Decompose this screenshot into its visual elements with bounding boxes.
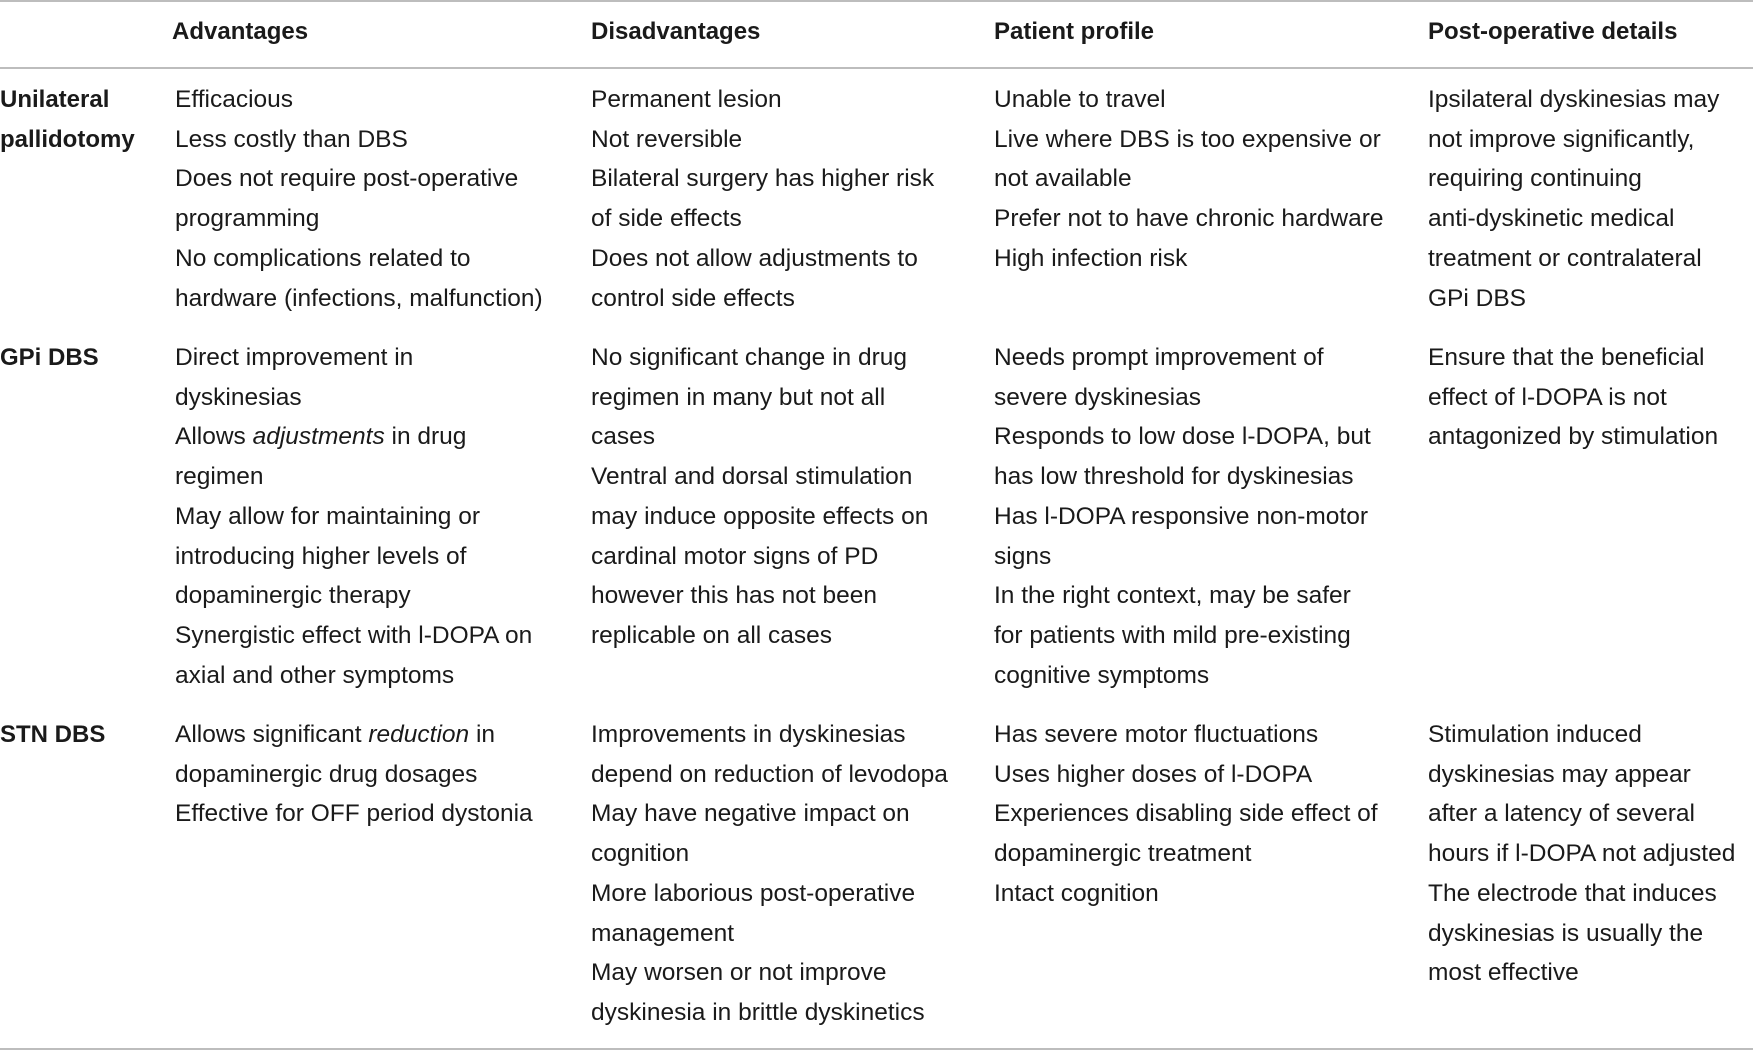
cell-line: cardinal motor signs of PD	[591, 542, 879, 570]
cell-line: most effective	[1428, 959, 1579, 987]
cell-text: in	[469, 721, 496, 748]
cell-line: Ventral and dorsal stimulation	[591, 463, 913, 491]
cell-line: dyskinesias is usually the	[1428, 919, 1704, 947]
cell-line: cases	[591, 423, 656, 451]
cell-line: Prefer not to have chronic hardware	[994, 205, 1384, 233]
cell-line: antagonized by stimulation	[1428, 423, 1719, 451]
header-advantages: Advantages	[172, 18, 309, 45]
cell-line: for patients with mild pre-existing	[994, 621, 1351, 649]
cell-line: Needs prompt improvement of	[994, 344, 1324, 371]
cell-line: axial and other symptoms	[175, 661, 455, 689]
cell-line: Bilateral surgery has higher risk	[591, 165, 935, 193]
cell-text: Allows	[175, 423, 253, 451]
cell-line: Improvements in dyskinesias	[591, 721, 906, 748]
cell-line: Direct improvement in	[175, 344, 414, 371]
row-label-gpi-dbs	[0, 338, 99, 378]
cell-line	[175, 417, 532, 457]
cell-line: May have negative impact on	[591, 800, 910, 828]
cell-line: replicable on all cases	[591, 621, 833, 649]
cell-line: however this has not been	[591, 582, 878, 610]
cell-patient-profile	[994, 80, 1384, 279]
cell-post-operative	[1428, 338, 1718, 457]
header-patient-profile: Patient profile	[994, 18, 1155, 45]
cell-line: Does not allow adjustments to	[591, 244, 918, 272]
cell-disadvantages	[591, 338, 928, 656]
cell-line: High infection risk	[994, 244, 1188, 272]
cell-line: GPi DBS	[1428, 284, 1527, 312]
cell-line: The electrode that induces	[1428, 879, 1717, 907]
cell-line: cognition	[591, 840, 690, 868]
cell-line: Efficacious	[175, 86, 294, 113]
header-disadvantages: Disadvantages	[591, 18, 761, 45]
cell-line: treatment or contralateral	[1428, 244, 1702, 272]
cell-line: May worsen or not improve	[591, 959, 887, 987]
cell-advantages	[175, 715, 533, 834]
cell-advantages	[175, 80, 543, 318]
cell-patient-profile	[994, 715, 1378, 914]
cell-line: Uses higher doses of l-DOPA	[994, 760, 1313, 788]
cell-line: has low threshold for dyskinesias	[994, 463, 1354, 491]
row-label-line: Unilateral	[0, 86, 110, 113]
cell-line: dopaminergic drug dosages	[175, 760, 478, 788]
cell-line: In the right context, may be safer	[994, 582, 1351, 610]
cell-line: regimen	[175, 463, 264, 491]
cell-emphasis: reduction	[368, 721, 470, 748]
cell-line: dyskinesias	[175, 383, 302, 411]
cell-line: introducing higher levels of	[175, 542, 467, 570]
cell-emphasis: adjustments	[252, 423, 385, 451]
cell-line: Not reversible	[591, 125, 743, 153]
cell-text: in drug	[384, 423, 467, 451]
cell-line: Experiences disabling side effect of	[994, 800, 1378, 828]
cell-line: Does not require post-operative	[175, 165, 519, 193]
cell-line: Ensure that the beneficial	[1428, 344, 1705, 371]
cell-line: dyskinesia in brittle dyskinetics	[591, 998, 925, 1026]
cell-patient-profile	[994, 338, 1371, 695]
cell-line: may induce opposite effects on	[591, 502, 929, 530]
cell-line: management	[591, 919, 735, 947]
cell-line: Responds to low dose l-DOPA, but	[994, 423, 1371, 451]
cell-line: Has l-DOPA responsive non-motor	[994, 502, 1368, 530]
cell-line: Unable to travel	[994, 86, 1166, 113]
header-divider-rule	[0, 67, 1753, 69]
cell-line: of side effects	[591, 205, 742, 233]
cell-line: after a latency of several	[1428, 800, 1695, 828]
cell-line: No complications related to	[175, 244, 471, 272]
table-top-rule	[0, 0, 1753, 2]
row-label-unilateral-pallidotomy	[0, 80, 135, 160]
cell-line: Intact cognition	[994, 879, 1159, 907]
table-bottom-rule	[0, 1048, 1753, 1050]
cell-disadvantages	[591, 715, 948, 1033]
cell-line: More laborious post-operative	[591, 879, 916, 907]
cell-line: Permanent lesion	[591, 86, 782, 113]
cell-line: anti-dyskinetic medical	[1428, 205, 1675, 233]
cell-line: hardware (infections, malfunction)	[175, 284, 543, 312]
cell-line: requiring continuing	[1428, 165, 1642, 193]
cell-disadvantages	[591, 80, 934, 318]
cell-advantages	[175, 338, 532, 695]
cell-line: dopaminergic treatment	[994, 840, 1252, 868]
cell-line: regimen in many but not all	[591, 383, 886, 411]
cell-line: not improve significantly,	[1428, 125, 1695, 153]
cell-line: Has severe motor fluctuations	[994, 721, 1319, 748]
cell-line: severe dyskinesias	[994, 383, 1201, 411]
cell-line: Less costly than DBS	[175, 125, 408, 153]
cell-post-operative	[1428, 715, 1735, 993]
cell-line	[175, 715, 533, 755]
cell-line: programming	[175, 205, 320, 233]
cell-line: cognitive symptoms	[994, 661, 1210, 689]
cell-line: Stimulation induced	[1428, 721, 1642, 748]
header-post-operative-details: Post-operative details	[1428, 18, 1678, 45]
row-label-line: pallidotomy	[0, 126, 135, 153]
row-label-line: STN DBS	[0, 721, 106, 748]
row-label-line: GPi DBS	[0, 344, 99, 371]
cell-line: depend on reduction of levodopa	[591, 760, 948, 788]
cell-line: Ipsilateral dyskinesias may	[1428, 86, 1720, 113]
cell-line: control side effects	[591, 284, 795, 312]
cell-line: Live where DBS is too expensive or	[994, 125, 1381, 153]
cell-line: not available	[994, 165, 1132, 193]
cell-line: effect of l-DOPA is not	[1428, 383, 1667, 411]
cell-post-operative	[1428, 80, 1719, 318]
cell-line: Effective for OFF period dystonia	[175, 800, 533, 828]
cell-line: No significant change in drug	[591, 344, 907, 371]
cell-line: signs	[994, 542, 1052, 570]
cell-line: May allow for maintaining or	[175, 502, 481, 530]
cell-line: dopaminergic therapy	[175, 582, 411, 610]
row-label-stn-dbs	[0, 715, 105, 755]
cell-line: dyskinesias may appear	[1428, 760, 1691, 788]
cell-text: Allows significant	[175, 721, 369, 748]
cell-line: Synergistic effect with l-DOPA on	[175, 621, 533, 649]
cell-line: hours if l-DOPA not adjusted	[1428, 840, 1736, 868]
